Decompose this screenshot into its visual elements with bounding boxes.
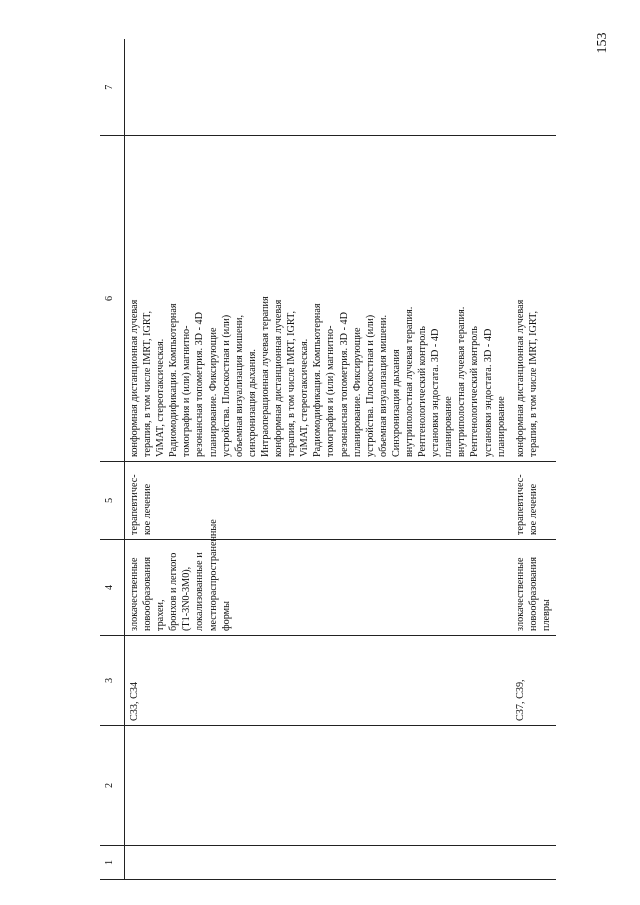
row1-method-line: резонансная топометрия. 3D - 4D [194,312,206,457]
medical-care-table [100,40,556,881]
row2-diagnosis-line: злокачественные [514,557,526,631]
row1-method-line: ViMAT, стереотаксическая. [155,338,167,457]
row1-diagnosis-line: новообразования трахеи, [142,556,167,631]
column-header-6: 6 [100,136,125,462]
column-header-1: 1 [100,846,125,880]
row1-method-line: резонансная топометрия. 3D - 4D [338,312,350,457]
row1-method-line: объемная визуализация мишени. [377,314,389,457]
column-number-header [100,40,125,880]
row2-icd-codes: C37, C39, [511,636,556,726]
row1-method-line: установки эндостата. 3D - 4D [482,328,494,457]
row1-diagnosis-line: формы [220,601,232,631]
rotated-table-sheet [100,40,590,880]
row1-method-line: планирование [495,396,507,457]
row2-diagnosis [511,540,556,636]
row2-treatment-type [511,462,556,540]
row1-diagnosis-line: местнораспространенные [207,519,219,631]
row1-method-line: Интраоперационная лучевая терапия [259,296,271,457]
row2-col1 [511,846,556,880]
row1-icd-codes: C33, C34 [125,636,511,726]
row1-treatment-method [125,136,511,462]
table-row [511,40,556,880]
row1-method-line: томография и (или) магнитно- [325,325,337,457]
row1-diagnosis-line: злокачественные [129,557,140,631]
row1-method-line: терапия, в том числе IMRT, IGRT, [142,310,154,457]
row1-method-line: томография и (или) магнитно- [181,325,193,457]
row1-diagnosis-line: локализованные и [194,552,206,631]
row1-col2 [125,726,511,846]
row2-method-line: терапия, в том числе IMRT, IGRT, [527,310,539,457]
row1-diagnosis-line: (T1-3N0-3M0), [181,566,193,631]
row1-method-line: устройства. Плоскостная и (или) [220,314,232,457]
row1-method-line: Рентгенологический контроль [469,326,481,457]
row1-diagnosis-line: бронхов и легкого [168,552,180,631]
row1-method-line: планирование. Фиксирующие [207,327,219,457]
row1-treatment-line: терапевтичес- [129,474,140,535]
row2-method-line: конформная дистанционная лучевая [514,299,526,457]
page-number [588,28,618,58]
row2-treatment-method [511,136,556,462]
row1-treatment-line: кое лечение [142,483,154,535]
column-header-2: 2 [100,726,125,846]
row1-method-line: устройства. Плоскостная и (или) [364,314,376,457]
row1-method-line: установки эндостата. 3D - 4D [430,328,442,457]
row1-treatment-type [125,462,511,540]
row2-treatment-line: терапевтичес- [514,474,526,535]
row1-method-line: внутриполостная лучевая терапия. [403,306,415,457]
row1-method-line: конформная дистанционная лучевая [129,299,140,457]
row1-method-line: Синхронизация дыхания [390,349,402,457]
row2-col7 [511,40,556,136]
column-header-4: 4 [100,540,125,636]
row1-method-line: Рентгенологический контроль [417,326,429,457]
row1-method-line: внутриполостная лучевая терапия. [456,306,468,457]
row1-method-line: терапия, в том числе IMRT, IGRT, [286,310,298,457]
row1-method-line: конформная дистанционная лучевая [273,299,285,457]
row2-col2 [511,726,556,846]
row1-col7 [125,40,511,136]
row1-method-line: Радиомодификация. Компьютерная [168,303,180,457]
column-header-5: 5 [100,462,125,540]
row2-treatment-line: кое лечение [527,483,539,535]
row2-diagnosis-line: новообразования плевры [527,556,552,631]
column-header-3: 3 [100,636,125,726]
row1-method-line: планирование [443,396,455,457]
column-header-7: 7 [100,40,125,136]
row1-method-line: синхронизация дыхания. [246,349,258,457]
row1-method-line: объемная визуализация мишени, [233,314,245,457]
page-number-text: 153 [595,32,610,54]
row1-diagnosis [125,519,511,636]
table-row [125,40,511,880]
row1-method-line: ViMAT, стереотаксическая. [299,338,311,457]
row1-method-line: Радиомодификация. Компьютерная [312,303,324,457]
row1-col1 [125,846,511,880]
row1-method-line: планирование. Фиксирующие [351,327,363,457]
